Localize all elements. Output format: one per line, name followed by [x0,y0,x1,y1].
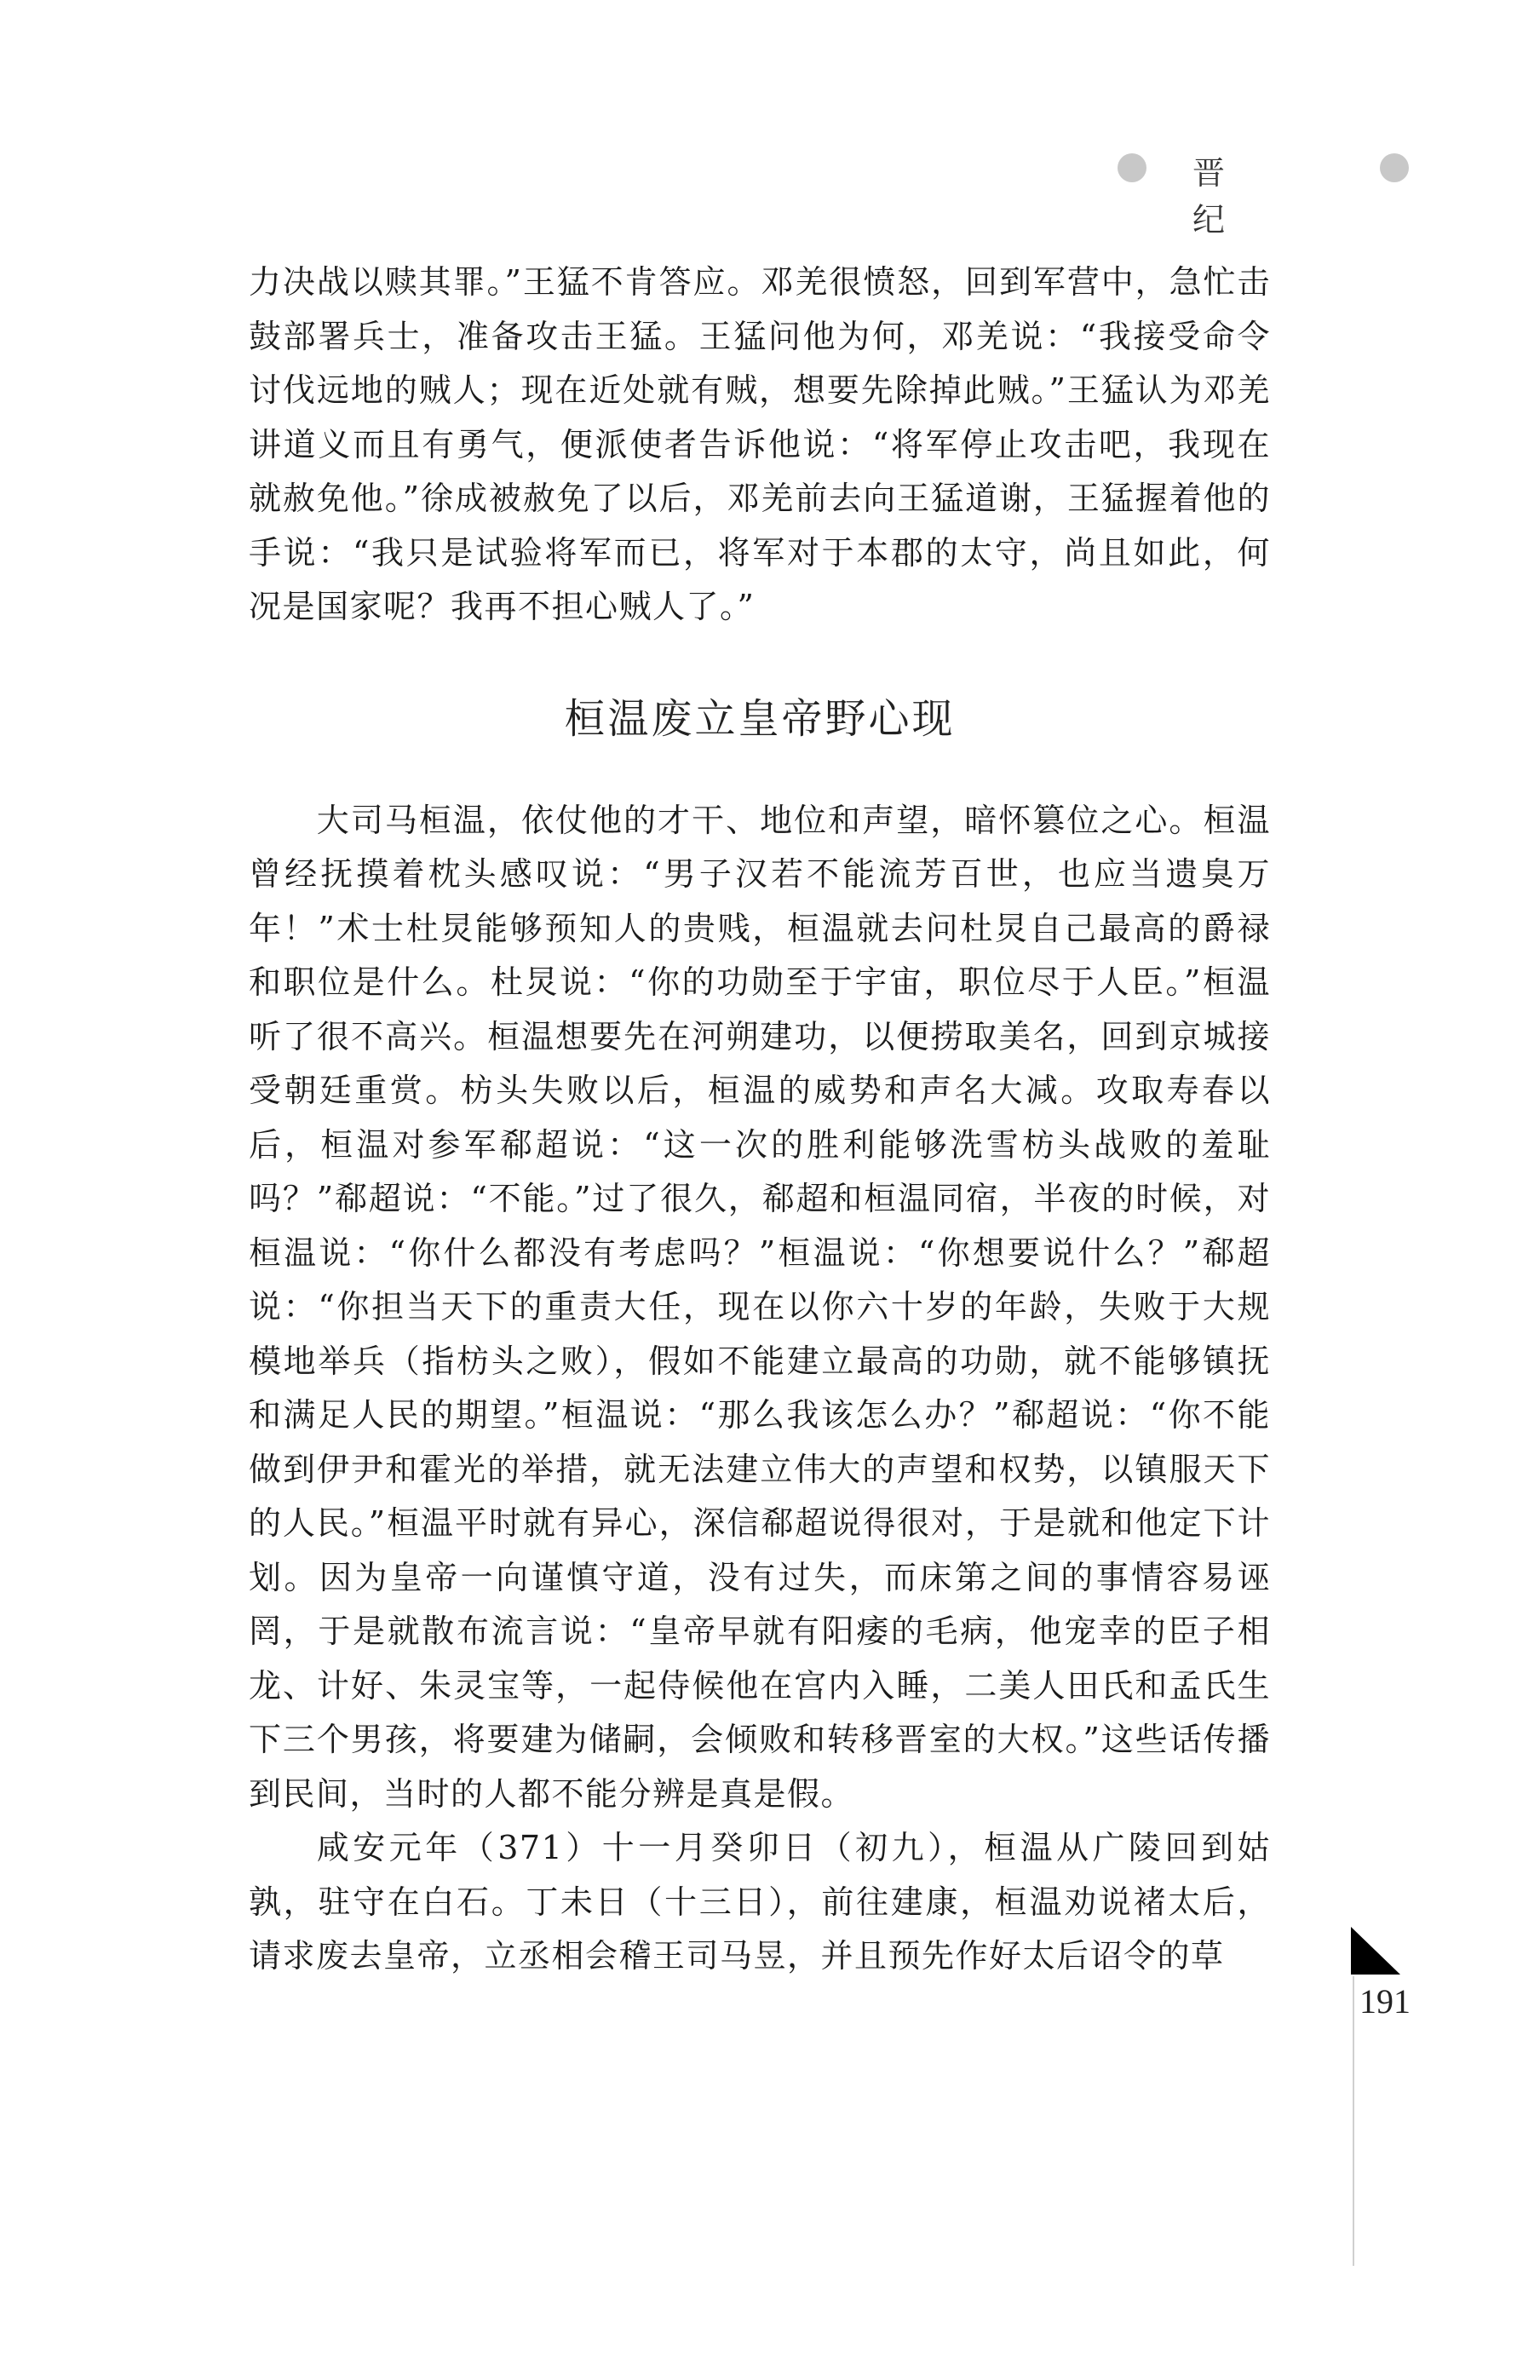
section-paragraph-1: 大司马桓温，依仗他的才干、地位和声望，暗怀篡位之心。桓温曾经抚摸着枕头感叹说：“男子汉若不能流芳百世，也应当遗臭万年！”术士杜炅能够预知人的贵贱，桓温就去问杜炅自己最高的爵禄和职位是什么。杜炅说：“你的功勋至于宇宙，职位尽于人臣。”桓温听了很不高兴。桓温想要先在河朔建功，以便捞取美名，回到京城接受朝廷重赏。枋头失败以后，桓温的威势和声名大减。攻取寿春以后，桓温对参军郗超说：“这一次的胜利能够洗雪枋头战败的羞耻吗？”郗超说：“不能。”过了很久，郗超和桓温同宿，半夜的时候，对桓温说：“你什么都没有考虑吗？”桓温说：“你想要说什么？”郗超说：“你担当天下的重责大任，现在以你六十岁的年龄，失败于大规模地举兵（指枋头之败），假如不能建立最高的功勋，就不能够镇抚和满足人民的期望。”桓温说：“那么我该怎么办？”郗超说：“你不能做到伊尹和霍光的举措，就无法建立伟大的声望和权势，以镇服天下的人民。”桓温平时就有异心，深信郗超说得很对，于是就和他定下计划。因为皇帝一向谨慎守道，没有过失，而床第之间的事情容易诬罔，于是就散布流言说：“皇帝早就有阳痿的毛病，他宠幸的臣子相龙、计好、朱灵宝等，一起侍候他在宫内入睡，二美人田氏和孟氏生下三个男孩，将要建为储嗣，会倾败和转移晋室的大权。”这些话传播到民间，当时的人都不能分辨是真是假。 [249,801,1271,1813]
running-header [1107,143,1431,239]
paragraph-continued: 力决战以赎其罪。”王猛不肯答应。邓羌很愤怒，回到军营中，急忙击鼓部署兵士，准备攻击王猛。王猛问他为何，邓羌说：“我接受命令讨伐远地的贼人；现在近处就有贼，想要先除掉此贼。”王猛认为邓羌讲道义而且有勇气，便派使者告诉他说：“将军停止攻击吧，我现在就赦免他。”徐成被赦免了以后，邓羌前去向王猛道谢，王猛握着他的手说：“我只是试验将军而已，将军对于本郡的太守，尚且如此，何况是国家呢？我再不担心贼人了。” [249,263,1271,625]
section-title: 桓温废立皇帝野心现 [564,694,956,743]
margin-rule [1353,1976,1354,2266]
page-number: 191 [1359,1982,1411,2021]
section-paragraph-2: 咸安元年（371）十一月癸卯日（初九），桓温从广陵回到姑孰，驻守在白石。丁未日（十三日），前往建康，桓温劝说褚太后，请求废去皇帝，立丞相会稽王司马昱，并且预先作好太后诏令的草 [249,1829,1271,1975]
page-corner-triangle-icon [1351,1927,1400,1975]
running-header-title: 晋 纪 [1192,154,1287,239]
page-body [249,256,1271,1984]
header-dot-right-icon [1380,153,1409,182]
header-dot-left-icon [1118,153,1146,182]
